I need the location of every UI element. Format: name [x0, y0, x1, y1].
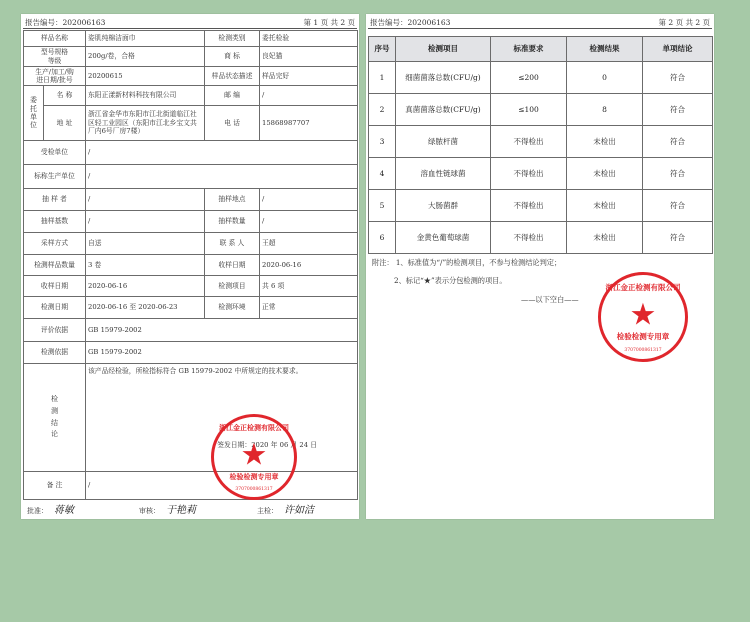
- note-1: 附注： 1、标准值为“/”的检测项目，不参与检测结论判定；: [372, 258, 562, 267]
- row-result: 未检出: [567, 222, 643, 254]
- approve-signature: [27, 501, 74, 516]
- review-signature-mark: 于艳莉: [166, 505, 196, 516]
- row-conclusion: 符合: [643, 190, 713, 222]
- row-item: 溶血性链球菌: [396, 158, 491, 190]
- spec: 200g/卷，合格: [86, 47, 205, 67]
- sampling-place-label: 抽样地点: [205, 189, 260, 211]
- review-signature: [139, 501, 196, 516]
- eval-basis-label: 评价依据: [24, 319, 86, 342]
- client-address-label: 地 址: [44, 106, 86, 141]
- row-item: 金黄色葡萄球菌: [396, 222, 491, 254]
- row-standard: 不得检出: [491, 126, 567, 158]
- row-conclusion: 符合: [643, 222, 713, 254]
- contact-label: 联 系 人: [205, 233, 260, 255]
- sampler-label: 抽 样 者: [24, 189, 86, 211]
- approve-signature-mark: 蒋敏: [54, 505, 74, 516]
- sample-name: 姿肌纯棉洁面巾: [86, 31, 205, 47]
- report-page-1: [21, 14, 359, 519]
- phone: 15868987707: [260, 106, 358, 141]
- items-label: 检测项目: [205, 276, 260, 297]
- end-marker: ——以下空白——: [521, 295, 579, 304]
- seal-number-2: 3707000861317: [624, 348, 662, 353]
- row-seq: 2: [369, 94, 396, 126]
- conclusion-text: 该产品经检验，所检指标符合 GB 15979-2002 中所规定的技术要求。: [88, 367, 303, 375]
- test-basis-label: 检测依据: [24, 342, 86, 364]
- seal-star-icon-2: ★: [629, 297, 657, 333]
- client-group-label: 委 托 单 位: [24, 86, 44, 141]
- review-label: 审核：: [139, 507, 160, 515]
- row-item: 绿脓杆菌: [396, 126, 491, 158]
- table-row: [369, 126, 713, 158]
- seal-bottom-text-2: 检验检测专用章: [616, 332, 670, 341]
- row-conclusion: 符合: [643, 158, 713, 190]
- row-standard: ≤200: [491, 62, 567, 94]
- sample-name-label: 样品名称: [24, 31, 86, 47]
- spec-label: 型号规格 等级: [24, 47, 86, 67]
- state-label: 样品状态描述: [205, 67, 260, 86]
- row-item: 细菌菌落总数(CFU/g): [396, 62, 491, 94]
- table-row: [369, 94, 713, 126]
- client-address: 浙江省金华市东阳市江北街道临江社区轻工业园区（东阳市江北乡宝文共厂内6号厂房7楼）: [86, 106, 205, 141]
- postcode-label: 邮 编: [205, 86, 260, 106]
- row-conclusion: 符合: [643, 62, 713, 94]
- row-seq: 6: [369, 222, 396, 254]
- received: 2020-06-16: [260, 255, 358, 276]
- env: 正常: [260, 297, 358, 319]
- test-qty-label: 检测样品数量: [24, 255, 86, 276]
- test-results-table: [368, 36, 713, 254]
- row-seq: 1: [369, 62, 396, 94]
- seal-star-icon: ★: [240, 437, 268, 473]
- batch: 20200615: [86, 67, 205, 86]
- row-standard: 不得检出: [491, 190, 567, 222]
- seal-bottom-text: 检验检测专用章: [229, 472, 279, 481]
- report-number-2: 报告编号：202006163: [370, 18, 451, 27]
- note-2: 2、标记“★”表示分包检测的项目。: [394, 276, 507, 285]
- brand-label: 商 标: [205, 47, 260, 67]
- sample-info-table: [23, 30, 358, 500]
- col-result-header: 检测结果: [567, 37, 643, 62]
- seal-number: 3707000861317: [235, 487, 273, 492]
- test-category: 委托检验: [260, 31, 358, 47]
- table-row: [369, 190, 713, 222]
- row-seq: 4: [369, 158, 396, 190]
- test-date: 2020-06-16 至 2020-06-23: [86, 297, 205, 319]
- table-row: [369, 222, 713, 254]
- method-label: 采样方式: [24, 233, 86, 255]
- row-standard: 不得检出: [491, 158, 567, 190]
- row-standard: ≤100: [491, 94, 567, 126]
- manufacturer-label: 标称生产单位: [24, 165, 86, 189]
- contact: 王超: [260, 233, 358, 255]
- row-result: 未检出: [567, 158, 643, 190]
- test-qty: 3 卷: [86, 255, 205, 276]
- row-result: 8: [567, 94, 643, 126]
- sample-qty-label: 抽样数量: [205, 211, 260, 233]
- env-label: 检测环境: [205, 297, 260, 319]
- received-date: 2020-06-16: [86, 276, 205, 297]
- test-category-label: 检测类别: [205, 31, 260, 47]
- table-row: [369, 158, 713, 190]
- seal-top-text: 浙江金正检测有限公司: [219, 423, 289, 432]
- row-result: 0: [567, 62, 643, 94]
- inspected-unit: /: [86, 141, 358, 165]
- row-item: 大肠菌群: [396, 190, 491, 222]
- inspected-unit-label: 受检单位: [24, 141, 86, 165]
- row-conclusion: 符合: [643, 94, 713, 126]
- issue-date: 签发日期：2020 年 06 月 24 日: [217, 440, 317, 449]
- row-result: 未检出: [567, 126, 643, 158]
- seal-top-text-2: 浙江金正检测有限公司: [605, 283, 681, 292]
- page-info-2: 第 2 页 共 2 页: [658, 18, 710, 27]
- sample-qty: /: [260, 211, 358, 233]
- official-seal-2: [598, 272, 688, 362]
- conclusion-label: 检 测 结 论: [24, 364, 86, 472]
- manufacturer: /: [86, 165, 358, 189]
- row-standard: 不得检出: [491, 222, 567, 254]
- row-result: 未检出: [567, 190, 643, 222]
- row-seq: 3: [369, 126, 396, 158]
- report-page-2: [366, 14, 714, 519]
- check-signature-mark: 许如洁: [284, 505, 314, 516]
- page-info: 第 1 页 共 2 页: [303, 18, 355, 27]
- remark: /: [86, 472, 358, 500]
- sampling-place: /: [260, 189, 358, 211]
- sample-base-label: 抽样基数: [24, 211, 86, 233]
- header-rule: [23, 28, 357, 29]
- test-date-label: 检测日期: [24, 297, 86, 319]
- approve-label: 批准：: [27, 507, 48, 515]
- check-label: 主检：: [257, 507, 278, 515]
- sample-base: /: [86, 211, 205, 233]
- batch-label: 生产/加工/购 进日期/批号: [24, 67, 86, 86]
- client-name-label: 名 称: [44, 86, 86, 106]
- row-seq: 5: [369, 190, 396, 222]
- test-basis: GB 15979-2002: [86, 342, 358, 364]
- table-row: [369, 62, 713, 94]
- sampler: /: [86, 189, 205, 211]
- eval-basis: GB 15979-2002: [86, 319, 358, 342]
- row-item: 真菌菌落总数(CFU/g): [396, 94, 491, 126]
- col-seq-header: 序号: [369, 37, 396, 62]
- col-conclusion-header: 单项结论: [643, 37, 713, 62]
- row-conclusion: 符合: [643, 126, 713, 158]
- col-standard-header: 标准要求: [491, 37, 567, 62]
- method: 自送: [86, 233, 205, 255]
- state: 样品完好: [260, 67, 358, 86]
- header-rule-2: [368, 28, 712, 29]
- official-seal: [211, 414, 297, 500]
- phone-label: 电 话: [205, 106, 260, 141]
- report-number: 报告编号：202006163: [25, 18, 106, 27]
- col-item-header: 检测项目: [396, 37, 491, 62]
- check-signature: [257, 501, 314, 516]
- postcode: /: [260, 86, 358, 106]
- items: 共 6 项: [260, 276, 358, 297]
- received-date-label: 收样日期: [24, 276, 86, 297]
- client-name: 东阳正漾新材料科技有限公司: [86, 86, 205, 106]
- remark-label: 备 注: [24, 472, 86, 500]
- brand: 良妃猫: [260, 47, 358, 67]
- received-label: 收样日期: [205, 255, 260, 276]
